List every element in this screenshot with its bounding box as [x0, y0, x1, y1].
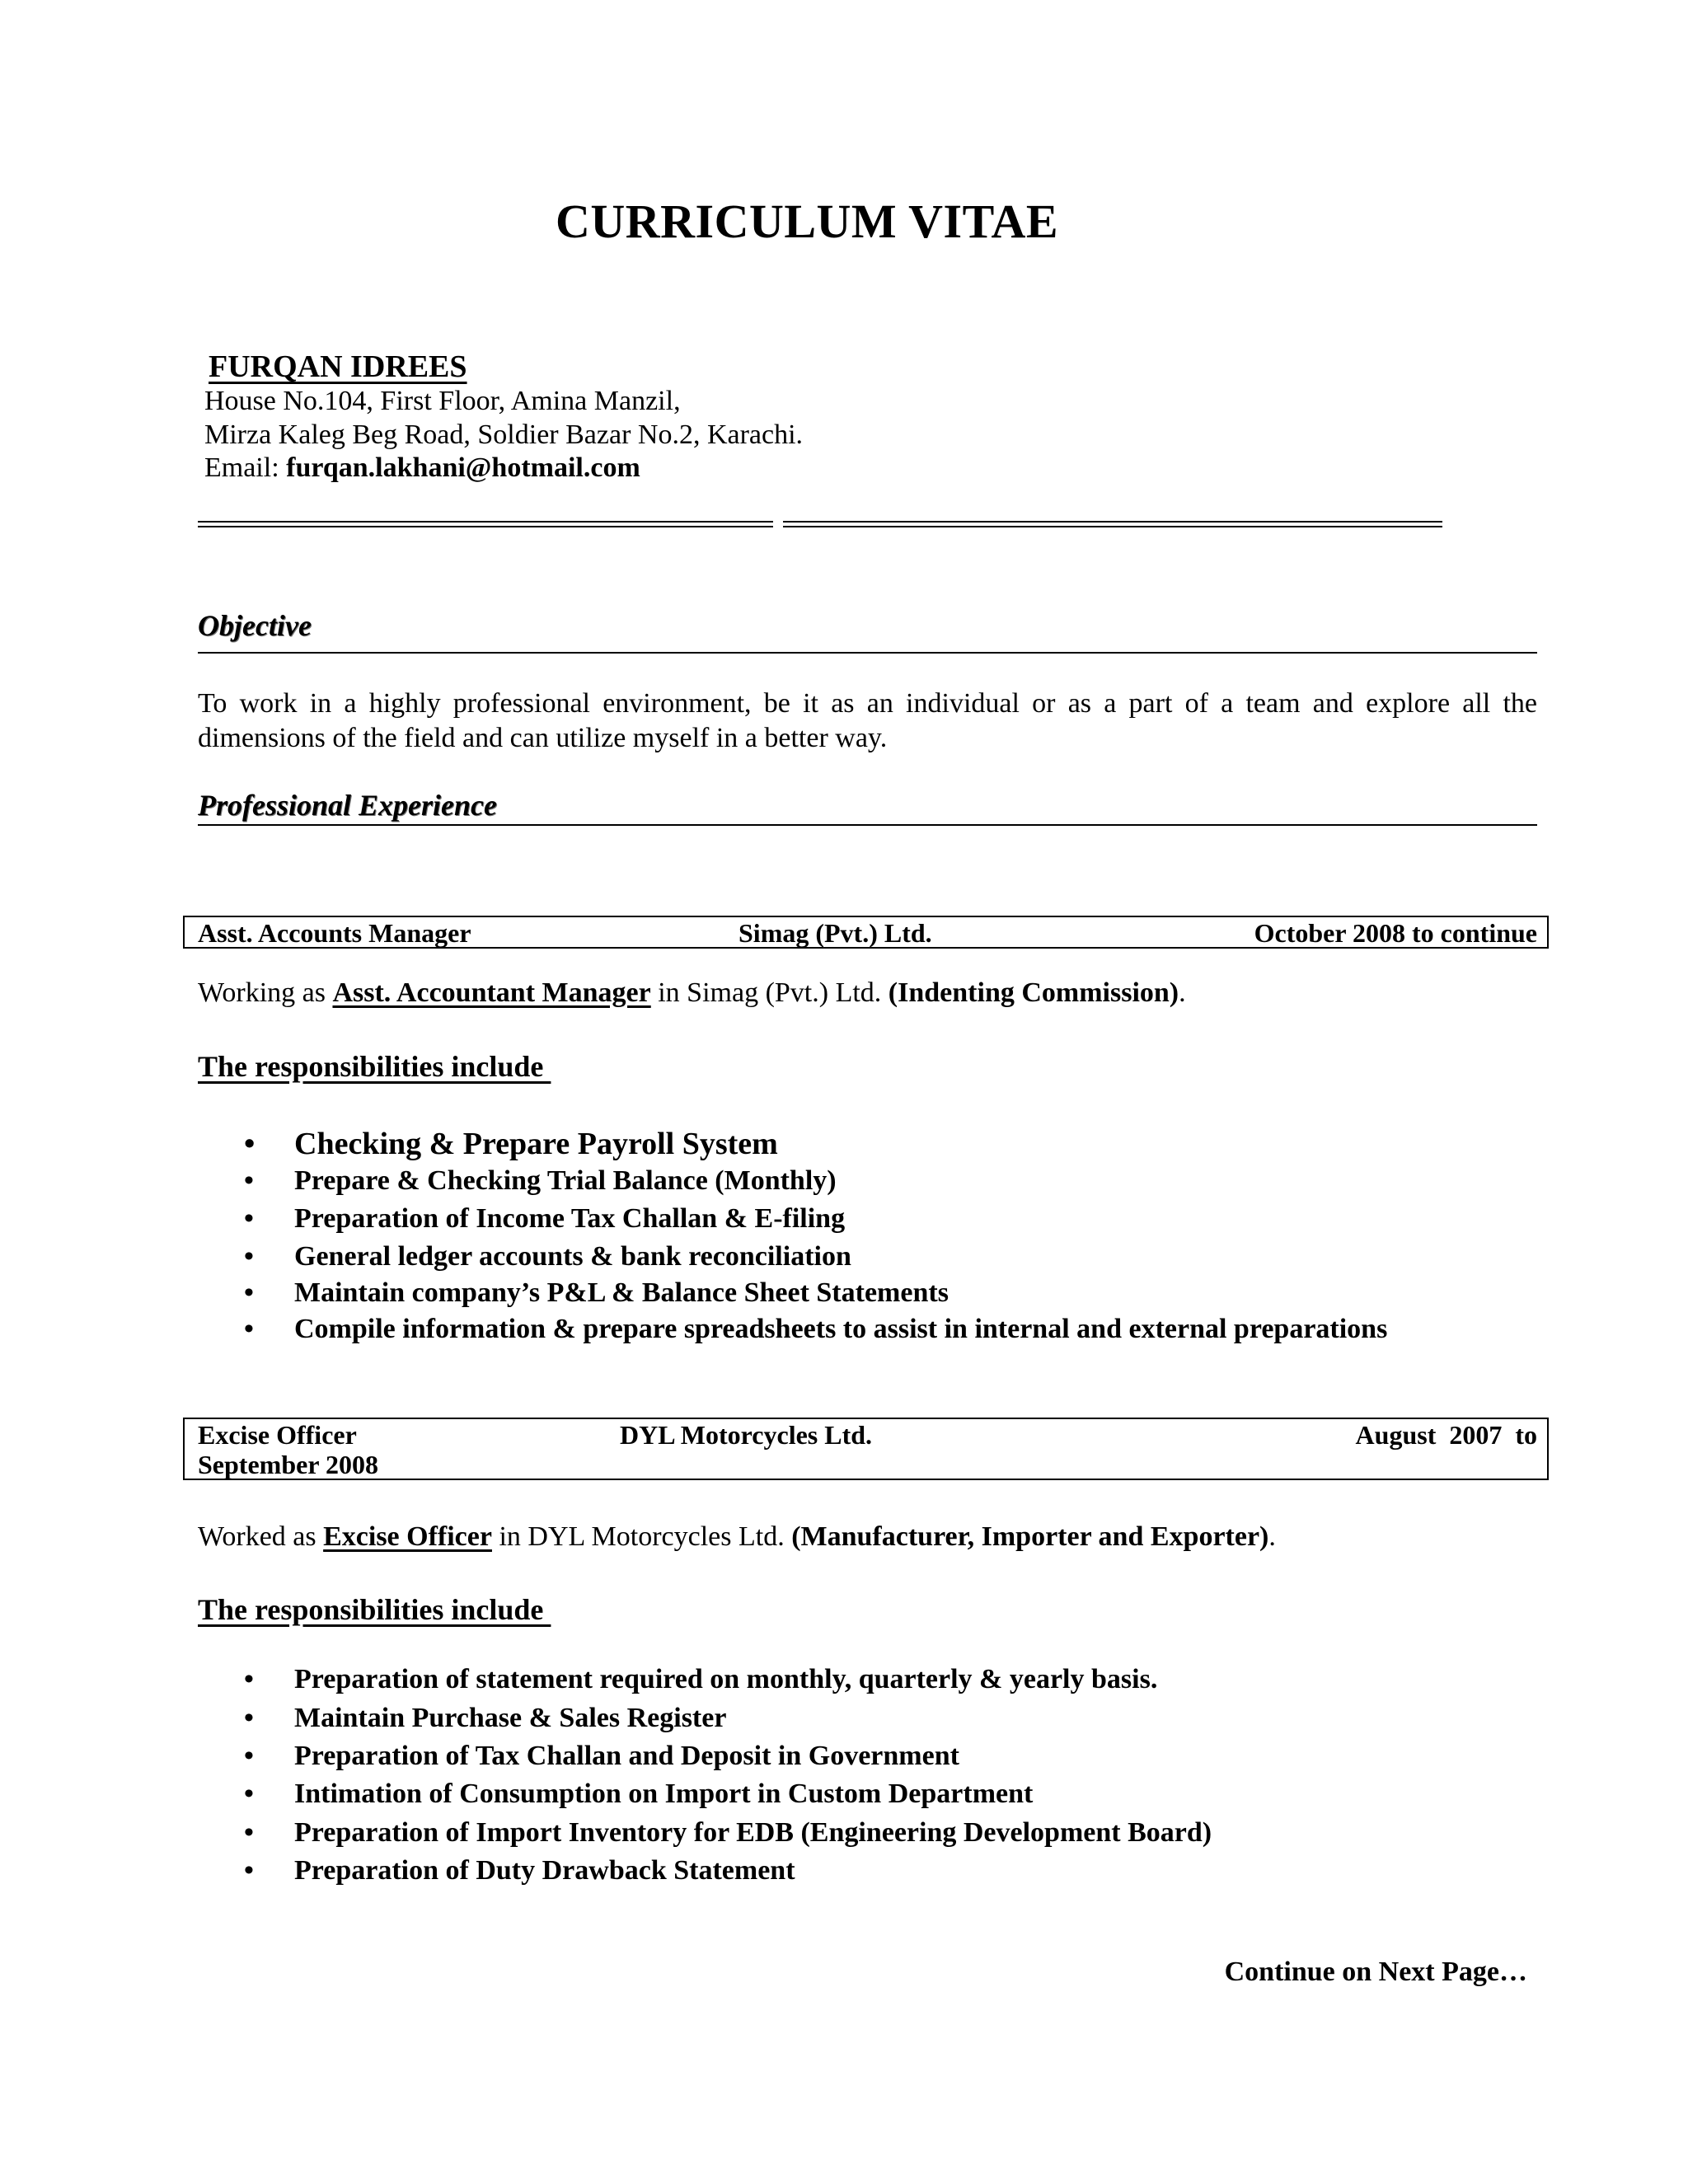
address-line-2: Mirza Kaleg Beg Road, Soldier Bazar No.2, Karachi. [204, 419, 804, 450]
list-item: • Preparation of Import Inventory for EDB (Engineering Development Board) [0, 1817, 1212, 1855]
candidate-name: FURQAN IDREES [209, 349, 467, 384]
job-2-desc-bold: (Manufacturer, Importer and Exporter) [791, 1521, 1269, 1552]
continue-note: Continue on Next Page… [1224, 1957, 1527, 1987]
email-line [204, 452, 640, 484]
job-1-header-box [183, 916, 1549, 949]
list-item: • Maintain Purchase & Sales Register [0, 1703, 1212, 1741]
job-2-period: August 2007 to [1355, 1420, 1537, 1450]
list-item: • Compile information & prepare spreadsheets to assist in internal and external preparations [0, 1314, 1387, 1350]
job-2-responsibilities-list [0, 1664, 1212, 1893]
job-2-desc-prefix: Worked as [198, 1521, 324, 1552]
job-2-desc-end: . [1268, 1521, 1276, 1552]
job-2-role: Excise Officer [323, 1521, 492, 1552]
job-1-description [198, 977, 1186, 1009]
job-1-position: Asst. Accounts Manager [198, 918, 471, 948]
list-item: • Preparation of Tax Challan and Deposit in Government [0, 1741, 1212, 1779]
job-1-desc-mid: in Simag (Pvt.) Ltd. [650, 977, 889, 1008]
job-2-position: Excise Officer [198, 1420, 357, 1450]
job-1-desc-bold: (Indenting Commission) [888, 977, 1179, 1008]
job-2-desc-mid: in DYL Motorcycles Ltd. [491, 1521, 792, 1552]
list-item: • General ledger accounts & bank reconciliation [0, 1241, 1387, 1277]
job-1-responsibilities-list [0, 1126, 1387, 1350]
objective-text [198, 687, 1537, 756]
address-line-1: House No.104, First Floor, Amina Manzil, [204, 386, 681, 416]
list-item: • Preparation of Duty Drawback Statement [0, 1855, 1212, 1893]
job-1-period: October 2008 to continue [1254, 918, 1537, 948]
job-1-desc-end: . [1179, 977, 1186, 1008]
document-title: CURRICULUM VITAE [555, 194, 1059, 248]
objective-heading: Objective [198, 609, 312, 642]
job-2-description [198, 1521, 1276, 1553]
job-1-responsibilities-heading: The responsibilities include [198, 1050, 551, 1083]
objective-text-line-1: To work in a highly professional environment, be it as an individual or as a part of a team and explore all the [198, 688, 1537, 719]
list-item: • Checking & Prepare Payroll System [0, 1126, 1387, 1165]
job-1-role: Asst. Accountant Manager [332, 977, 651, 1008]
job-2-company: DYL Motorcycles Ltd. [620, 1420, 873, 1450]
experience-heading: Professional Experience [198, 789, 497, 822]
header-separator-right [783, 521, 1442, 527]
list-item: • Intimation of Consumption on Import in Custom Department [0, 1779, 1212, 1817]
job-1-company: Simag (Pvt.) Ltd. [738, 918, 932, 948]
list-item: • Maintain company’s P&L & Balance Sheet Statements [0, 1277, 1387, 1314]
job-1-desc-prefix: Working as [198, 977, 333, 1008]
list-item: • Preparation of Income Tax Challan & E-filing [0, 1203, 1387, 1241]
header-separator-left [198, 521, 773, 527]
job-2-responsibilities-heading: The responsibilities include [198, 1593, 551, 1626]
list-item: • Prepare & Checking Trial Balance (Monthly) [0, 1165, 1387, 1203]
job-2-period-continued: September 2008 [198, 1450, 378, 1479]
job-2-header-box [183, 1418, 1549, 1480]
experience-rule [198, 824, 1537, 826]
email-label: Email: [204, 452, 287, 483]
objective-text-line-2: dimensions of the field and can utilize myself in a better way. [198, 723, 888, 753]
list-item: • Preparation of statement required on monthly, quarterly & yearly basis. [0, 1664, 1212, 1703]
email-address: furqan.lakhani@hotmail.com [286, 452, 640, 483]
objective-rule [198, 652, 1537, 654]
